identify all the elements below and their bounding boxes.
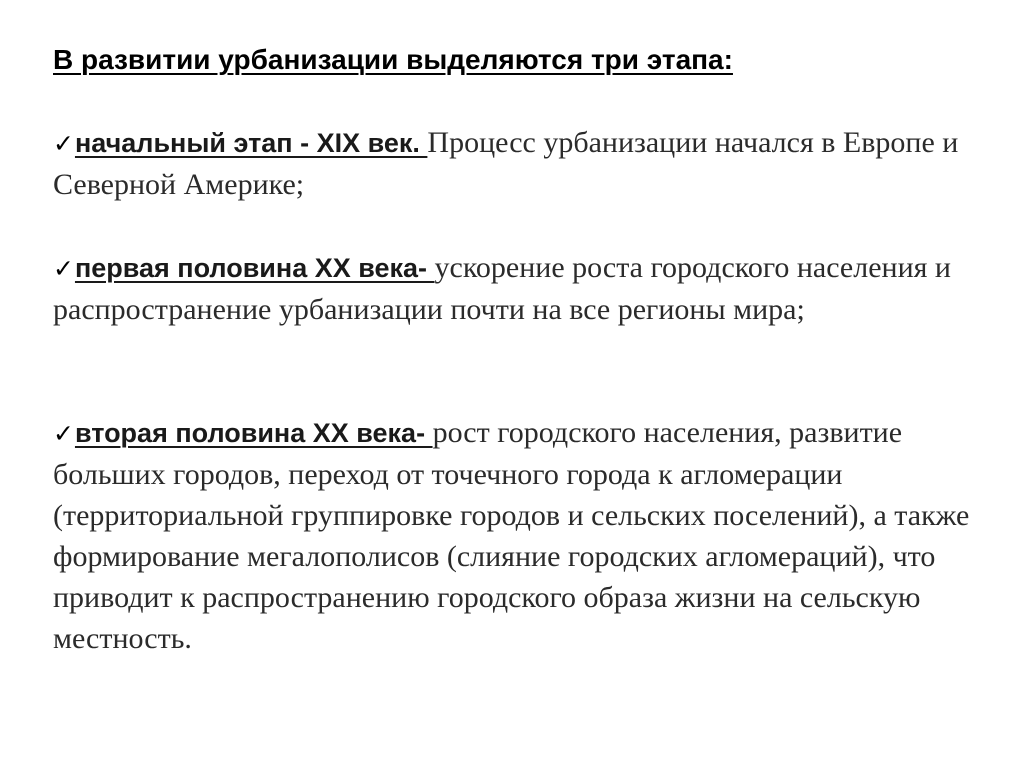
checkmark-icon: ✓: [53, 254, 74, 283]
stage-heading: начальный этап - XIX век.: [74, 128, 428, 158]
slide-title: В развитии урбанизации выделяются три этапа:: [53, 44, 733, 75]
stage-item-3: [53, 412, 973, 659]
stage-item-1: [53, 122, 973, 205]
stage-heading: вторая половина XX века-: [74, 418, 433, 448]
stage-item-2: [53, 247, 973, 330]
stage-heading: первая половина XX века-: [74, 253, 435, 283]
checkmark-icon: ✓: [53, 129, 74, 158]
stage-description: рост городского населения, развитие больших городов, переход от точечного города к агломерации (территориальной группировке городов и сельских поселений), а также формирование мегалополисов (слияние городских агломераций), что приводит к распространению городского образа жизни на сельскую местность.: [53, 416, 970, 655]
stage-description: Процесс урбанизации начался в Европе и Северной Америке;: [53, 126, 959, 201]
stage-description: ускорение роста городского населения и распространение урбанизации почти на все регионы мира;: [53, 251, 951, 326]
checkmark-icon: ✓: [53, 419, 74, 448]
